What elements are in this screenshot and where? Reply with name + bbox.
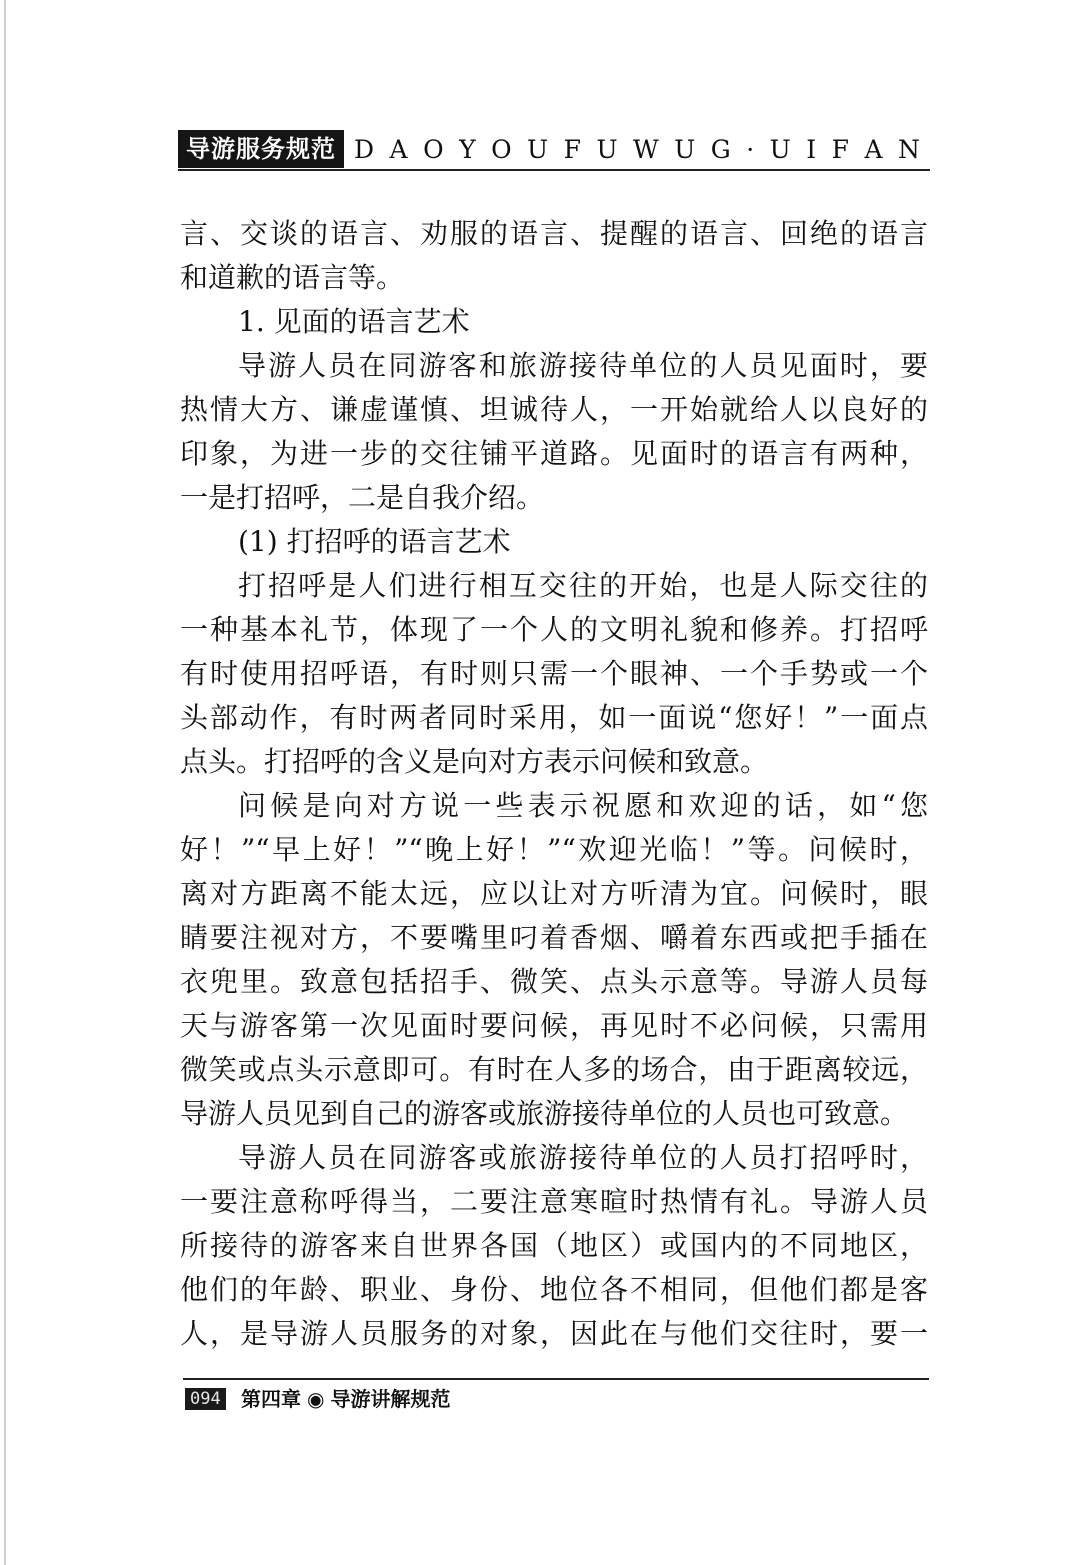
pinyin-letter: F xyxy=(563,135,581,164)
text-line: 导游人员在同游客和旅游接待单位的人员见面时，要 xyxy=(238,349,928,382)
header-rule xyxy=(178,169,930,171)
pinyin-letter: U xyxy=(527,135,549,164)
pinyin-letter: O xyxy=(491,135,512,164)
text-line: 和道歉的语言等。 xyxy=(180,261,405,294)
pinyin-letter: · xyxy=(746,135,755,164)
page-number: 094 xyxy=(185,1388,226,1410)
chapter-number: 第四章 xyxy=(241,1387,301,1411)
text-line: 导游人员见到自己的游客或旅游接待单位的人员也可致意。 xyxy=(180,1097,909,1130)
pinyin-letter: O xyxy=(423,135,444,164)
text-line: 睛要注视对方，不要嘴里叼着香烟、嚼着东西或把手插在 xyxy=(180,921,928,954)
pinyin-letter: W xyxy=(633,135,659,164)
body-text xyxy=(180,212,928,1356)
pinyin-letter: A xyxy=(864,135,883,164)
pinyin-letter: I xyxy=(806,135,817,164)
text-line: 导游人员在同游客或旅游接待单位的人员打招呼时， xyxy=(238,1141,928,1174)
section-heading: 1. 见面的语言艺术 xyxy=(238,305,470,338)
chapter-label xyxy=(241,1386,450,1412)
chapter-title: 导游讲解规范 xyxy=(330,1387,451,1411)
text-line: 一要注意称呼得当，二要注意寒暄时热情有礼。导游人员 xyxy=(180,1185,928,1218)
text-line: 人，是导游人员服务的对象，因此在与他们交往时，要一 xyxy=(180,1317,928,1350)
text-line: 热情大方、谦虚谨慎、坦诚待人，一开始就给人以良好的 xyxy=(180,393,928,426)
text-line: 点头。打招呼的含义是向对方表示问候和致意。 xyxy=(180,745,769,778)
book-title-pinyin xyxy=(354,136,920,164)
text-line: 好！”“早上好！”“晚上好！”“欢迎光临！”等。问候时， xyxy=(180,833,928,866)
text-line: 打招呼是人们进行相互交往的开始，也是人际交往的 xyxy=(238,569,928,602)
text-line: 微笑或点头示意即可。有时在人多的场合，由于距离较远， xyxy=(180,1053,928,1086)
text-line: 天与游客第一次见面时要问候，再见时不必问候，只需用 xyxy=(180,1009,928,1042)
pinyin-letter: G xyxy=(710,135,731,164)
text-line: 一是打招呼，二是自我介绍。 xyxy=(180,481,545,514)
text-line: 所接待的游客来自世界各国（地区）或国内的不同地区， xyxy=(180,1229,928,1262)
subsection-heading: (1) 打招呼的语言艺术 xyxy=(238,525,511,558)
pinyin-letter: F xyxy=(831,135,849,164)
scan-edge xyxy=(4,0,6,1565)
pinyin-letter: U xyxy=(769,135,791,164)
text-line: 有时使用招呼语，有时则只需一个眼神、一个手势或一个 xyxy=(180,657,928,690)
book-title: 导游服务规范 xyxy=(178,130,344,168)
text-line: 一种基本礼节，体现了一个人的文明礼貌和修养。打招呼 xyxy=(180,613,928,646)
pinyin-letter: N xyxy=(898,135,920,164)
text-line: 离对方距离不能太远，应以让对方听清为宜。问候时，眼 xyxy=(180,877,928,910)
pinyin-letter: U xyxy=(596,135,618,164)
text-line: 衣兜里。致意包括招手、微笑、点头示意等。导游人员每 xyxy=(180,965,928,998)
running-header xyxy=(178,130,930,170)
text-line: 印象，为进一步的交往铺平道路。见面时的语言有两种， xyxy=(180,437,928,470)
text-line: 头部动作，有时两者同时采用，如一面说“您好！”一面点 xyxy=(180,701,928,734)
pinyin-letter: D xyxy=(354,135,375,164)
pinyin-letter: U xyxy=(674,135,696,164)
text-line: 问候是向对方说一些表示祝愿和欢迎的话，如“您 xyxy=(238,789,928,822)
text-line: 他们的年龄、职业、身份、地位各不相同，但他们都是客 xyxy=(180,1273,928,1306)
pinyin-letter: A xyxy=(389,135,408,164)
bullet-icon: ◉ xyxy=(307,1387,325,1411)
text-line: 言、交谈的语言、劝服的语言、提醒的语言、回绝的语言 xyxy=(180,217,928,250)
pinyin-letter: Y xyxy=(459,135,476,164)
footer-rule xyxy=(183,1378,929,1380)
